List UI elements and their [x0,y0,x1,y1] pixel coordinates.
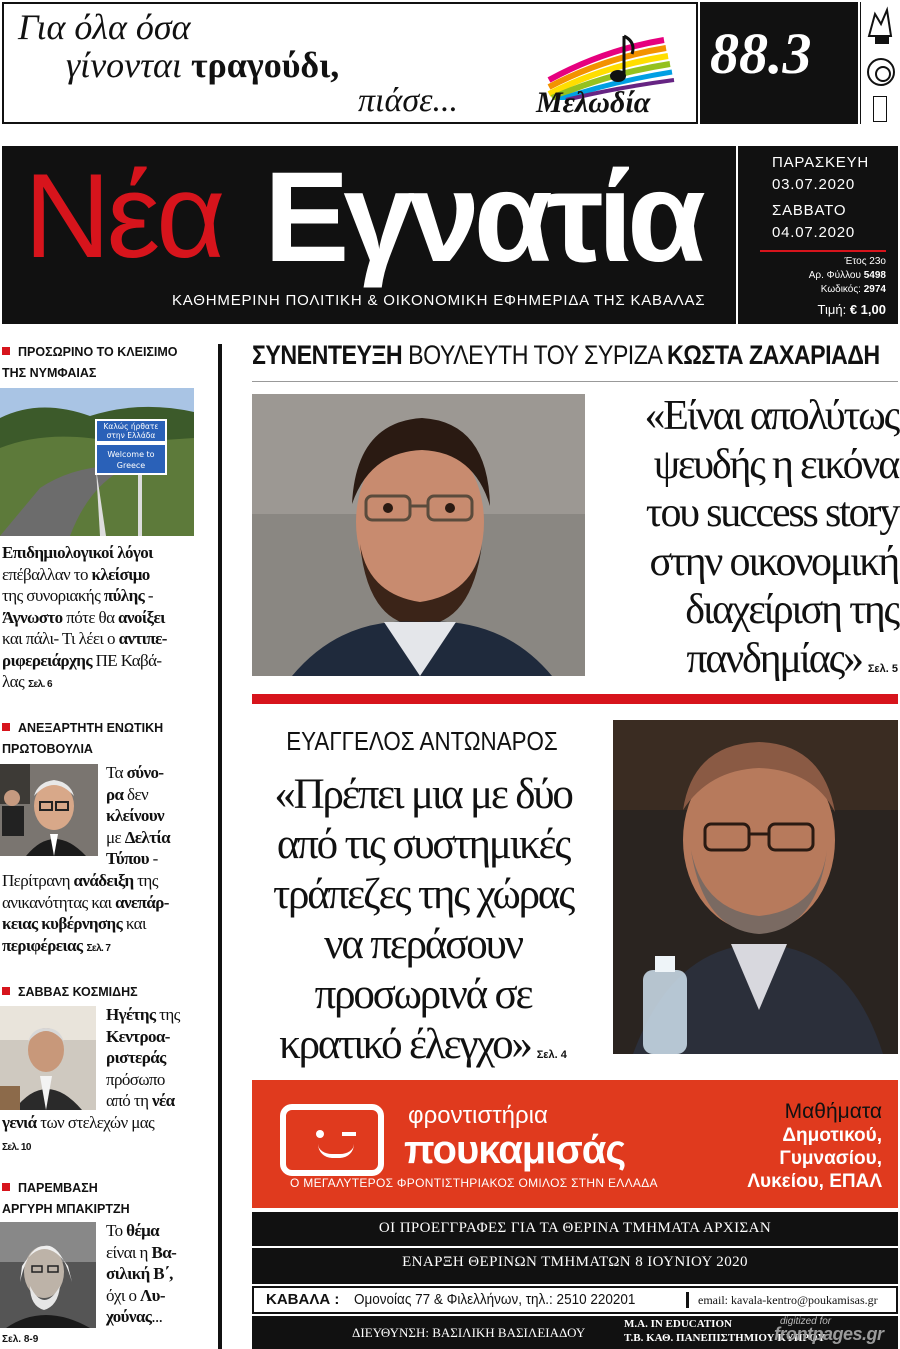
sign-line3: Welcome to [107,450,155,459]
story4-t5: χούνας [106,1307,152,1326]
story4-t1: Το [106,1221,127,1240]
story2-t5b: - [148,849,158,868]
sign-line4: Greece [116,461,146,470]
story2-t2: ρα [106,784,124,804]
story2-label[interactable] [2,718,163,760]
story1-t3c: - [144,586,153,605]
story3-t2: Κεντροα- [106,1026,170,1046]
issue-price [818,302,886,317]
story4-t3: σιλική Β΄, [106,1264,173,1283]
ad-announcement-2: ΕΝΑΡΞΗ ΘΕΡΙΝΩΝ ΤΜΗΜΑΤΩΝ 8 ΙΟΥΝΙΟΥ 2020 [402,1254,748,1270]
antonaros-photo[interactable] [613,720,898,1054]
story3-t1b: της [155,1005,180,1024]
story1-quote[interactable] [596,392,898,693]
issue-number: 5498 [863,270,886,281]
issue-day2: ΣΑΒΒΑΤΟ [772,202,847,219]
story1-label-line2: ΤΗΣ ΝΥΜΦΑΙΑΣ [2,366,97,380]
quote1-line1: «Είναι απολύτως [644,393,898,439]
story2-page-ref: Σελ. 4 [536,1049,567,1061]
quote1-line4: στην οικονομική [649,538,898,585]
story4-t2: είναι η [106,1242,152,1262]
ad-tagline-line3: πιάσε... [358,82,458,119]
story1-t3a: της συνοριακής [2,586,104,605]
issue-number-line [809,270,886,281]
quote1-line2: ψευδής η εικόνα [653,441,898,488]
issue-code-label: Κωδικός: [820,284,861,295]
ad-announcement-band [252,1212,898,1284]
lessons-lead: Μαθήματα [784,1100,882,1123]
quote1-line3: του success story [645,490,898,536]
story1-headline[interactable] [252,340,880,371]
portrait-photo-icon [0,764,98,856]
ad-announcement-1: ΟΙ ΠΡΟΕΓΓΡΑΦΕΣ ΓΙΑ ΤΑ ΘΕΡΙΝΑ ΤΜΗΜΑΤΑ ΑΡΧΙΣΑΝ [378,1220,772,1236]
story1-t6a: ριφερειάρχης [2,650,92,670]
kosmidis-photo[interactable] [0,1006,96,1110]
story2-t6c: της [133,871,158,890]
story2-label-line1: ΑΝΕΞΑΡΤΗΤΗ ΕΝΩΤΙΚΗ [18,721,164,735]
ad-tagline-text: γίνονται [66,45,182,85]
winking-tv-logo-icon [280,1104,384,1176]
issue-day1: ΠΑΡΑΣΚΕΥΗ [772,154,870,171]
issue-info-box [738,146,898,324]
address-separator [686,1292,689,1308]
ad-brand-line2: πουκαμισάς [404,1128,626,1172]
story4-label-line1: ΠΑΡΕΜΒΑΣΗ [18,1181,98,1195]
quote2-line3: τράπεζες της χώρας [272,871,574,918]
headline1-kicker: ΣΥΝΕΝΤΕΥΞΗ [252,340,403,370]
issue-code: 2974 [863,284,886,295]
story3-label[interactable] [2,982,138,1003]
radio-advertisement[interactable] [2,2,698,124]
man-glasses-photo[interactable] [0,764,98,856]
ad-credential2: Τ.Β. ΚΑΘ. ΠΑΝΕΠΙΣΤΗΜΙΟΥ ΚΥΠΡΟΥ [624,1332,826,1344]
story2-text-wide[interactable] [2,870,198,959]
sign-line2: στην Ελλάδα [106,431,156,440]
ert-logo-icon [865,6,895,46]
section-bullet-icon [2,347,10,355]
story2-quote[interactable] [250,770,596,1080]
story2-page-ref: Σελ. 7 [86,942,111,954]
story1-page-ref: Σελ. 5 [867,662,898,675]
story3-label-text: ΣΑΒΒΑΣ ΚΟΣΜΙΔΗΣ [18,985,138,999]
story1-t5a: και πάλι- Τι λέει ο [2,629,119,648]
story4-t4: όχι ο [106,1285,141,1305]
newspaper-title-part2: Εγνατία [264,146,700,289]
story1-t5b: αντιπε- [118,629,167,648]
date-divider [760,250,886,252]
story3-page-ref: Σελ. 10 [2,1141,31,1153]
issue-number-label: Αρ. Φύλλου [808,270,861,281]
border-crossing-photo-icon [0,388,194,536]
story1-text[interactable] [2,542,198,696]
story2-t1b: σύνο- [126,763,164,782]
quote2-line1: «Πρέπει μια με δύο [274,771,572,818]
seal-icon [867,58,895,86]
story1-label-line1: ΠΡΟΣΩΡΙΝΟ ΤΟ ΚΛΕΙΣΙΜΟ [18,345,178,359]
bakirtzis-photo[interactable] [0,1222,96,1328]
story1-page-ref: Σελ. 6 [28,679,52,690]
portrait-photo-icon [252,394,585,676]
ad-lessons [747,1100,882,1193]
story2-t2b: δεν [123,784,149,804]
newspaper-title-part1: Νέα [24,149,222,283]
logo-eye [316,1130,324,1138]
lessons-middle: Γυμνασίου, [779,1148,882,1169]
quote1-line6: πανδημίας» [686,635,862,682]
story2-t6b: ανάδειξη [73,871,134,890]
portrait-photo-icon [0,1006,96,1110]
quote1-line5: διαχείριση της [685,587,898,633]
story1-t4c: ανοίξει [118,607,165,627]
frequency-box [700,2,858,124]
ad-email[interactable]: email: kavala-kentro@poukamisas.gr [698,1293,878,1307]
section-bullet-icon [2,1183,10,1191]
section-divider [252,694,898,704]
story4-t4b: Λυ- [140,1285,165,1305]
quote2-line4: να περάσουν [324,921,522,968]
section-bullet-icon [2,723,10,731]
masthead [2,146,736,324]
story4-page-ref: Σελ. 8-9 [2,1334,39,1345]
portrait-photo-icon [613,720,898,1054]
story2-t5: Τύπου [106,849,149,868]
story1-t4b: πότε θα [62,607,119,627]
story1-t2a: επέβαλλαν το [2,564,92,584]
headline-rule [252,381,898,382]
border-sign-photo[interactable] [0,388,194,536]
tutoring-advertisement[interactable] [252,1080,898,1208]
story2-t4: με [106,827,125,847]
story3-t3: ριστεράς [106,1048,166,1067]
section-bullet-icon [2,987,10,995]
story2-t8: κειας κυβέρνησης [2,914,123,933]
story1-t1: Επιδημιολογικοί λόγοι [2,543,153,562]
story2-name[interactable]: ΕΥΑΓΓΕΛΟΣ ΑΝΤΩΝΑΡΟΣ [286,726,558,756]
portrait-photo-icon [0,1222,96,1328]
headline1-middle: ΒΟΥΛΕΥΤΗ ΤΟΥ ΣΥΡΙΖΑ [402,340,668,370]
story2-t7: ανικανότητας και [2,892,116,912]
publisher-badges [860,2,898,124]
sign-line1: Καλώς ήρθατε [103,422,159,431]
ad-brand-line1: φροντιστήρια [408,1102,548,1129]
story2-t8b: και [122,914,146,933]
story4-t1b: θέμα [126,1221,160,1240]
quote2-line2: από τις συστημικές [276,821,570,868]
story1-t4a: Άγνωστο [2,607,63,627]
ad-street: Ομονοίας 77 & Φιλελλήνων, τηλ.: 2510 220201 [354,1291,636,1308]
story4-label-line2: ΑΡΓΥΡΗ ΜΠΑΚΙΡΤΖΗ [2,1202,130,1216]
lessons-primary: Δημοτικού, [782,1125,882,1146]
issue-year: Έτος 23ο [844,256,886,267]
story3-t5b: νέα [152,1091,175,1110]
story2-t6: Περίτρανη [2,871,74,890]
story1-t2b: κλείσιμο [91,564,150,584]
story2-t1: Τα [106,763,127,782]
story1-t7: λας [2,672,25,691]
story4-text[interactable] [106,1220,198,1328]
station-name: Μελωδία [536,86,651,119]
story3-t4: πρόσωπο [106,1069,165,1089]
story2-t7b: ανεπάρ- [115,892,169,912]
ad-address-bar [252,1286,898,1314]
station-frequency: 88.3 [710,21,812,86]
story2-text-narrow[interactable] [106,762,198,870]
story1-label[interactable] [2,342,178,384]
story1-t3b: πύλης [103,586,145,605]
story2-label-line2: ΠΡΩΤΟΒΟΥΛΙΑ [2,742,93,756]
story4-t2b: Βα- [151,1242,177,1262]
issue-date2: 04.07.2020 [772,224,856,241]
band-divider [252,1246,898,1248]
story3-t6: γενιά [2,1113,37,1132]
price-label: Τιμή: [817,302,847,317]
membership-badge-icon [873,96,887,122]
logo-wink [342,1132,356,1136]
story3-text-wide[interactable] [2,1112,198,1158]
ad-tagline-line2 [66,44,339,86]
watermark-line1: digitized for [780,1316,832,1327]
newspaper-subtitle: ΚΑΘΗΜΕΡΙΝΗ ΠΟΛΙΤΙΚΗ & ΟΙΚΟΝΟΜΙΚΗ ΕΦΗΜΕΡΙΔΑ ΤΗΣ ΚΑΒΑΛΑΣ [172,292,706,309]
ad-city: ΚΑΒΑΛΑ : [266,1291,340,1308]
story4-label[interactable] [2,1178,130,1220]
headline1-name: ΚΩΣΤΑ ΖΑΧΑΡΙΑΔΗ [667,340,880,370]
quote2-line6: κρατικό έλεγχο» [279,1021,531,1068]
ad-tagline: Ο ΜΕΓΑΛΥΤΕΡΟΣ ΦΡΟΝΤΙΣΤΗΡΙΑΚΟΣ ΟΜΙΛΟΣ ΣΤΗΝ ΕΛΛΑΔΑ [290,1176,658,1190]
zachariadis-photo[interactable] [252,394,585,676]
story1-t6b: ΠΕ Καβά- [91,650,162,670]
story3-t6b: των στελεχών μας [36,1113,155,1132]
ad-tagline-bold: τραγούδι, [190,45,340,85]
ad-director: ΔΙΕΥΘΥΝΣΗ: ΒΑΣΙΛΙΚΗ ΒΑΣΙΛΕΙΑΔΟΥ [352,1325,586,1340]
logo-smile [318,1144,354,1158]
column-divider [218,344,222,1349]
story3-t5: από τη [106,1091,153,1110]
issue-code-line [821,284,886,295]
story3-t1: Ηγέτης [106,1005,156,1024]
story2-t9: περιφέρειας [2,935,83,955]
quote2-line5: προσωρινά σε [314,971,532,1018]
story3-text-narrow[interactable] [106,1004,198,1112]
watermark-line2: frontpages.gr [774,1324,884,1344]
story2-t3: κλείνουν [106,806,165,825]
story2-t4b: Δελτία [124,827,170,847]
price-value: € 1,00 [849,302,886,317]
lessons-high: Λυκείου, ΕΠΑΛ [747,1171,882,1192]
ad-tagline-line1: Για όλα όσα [18,7,191,47]
ad-credential1: M.A. IN EDUCATION [624,1318,732,1330]
story4-t5b: ... [151,1307,163,1326]
issue-date1: 03.07.2020 [772,176,856,193]
